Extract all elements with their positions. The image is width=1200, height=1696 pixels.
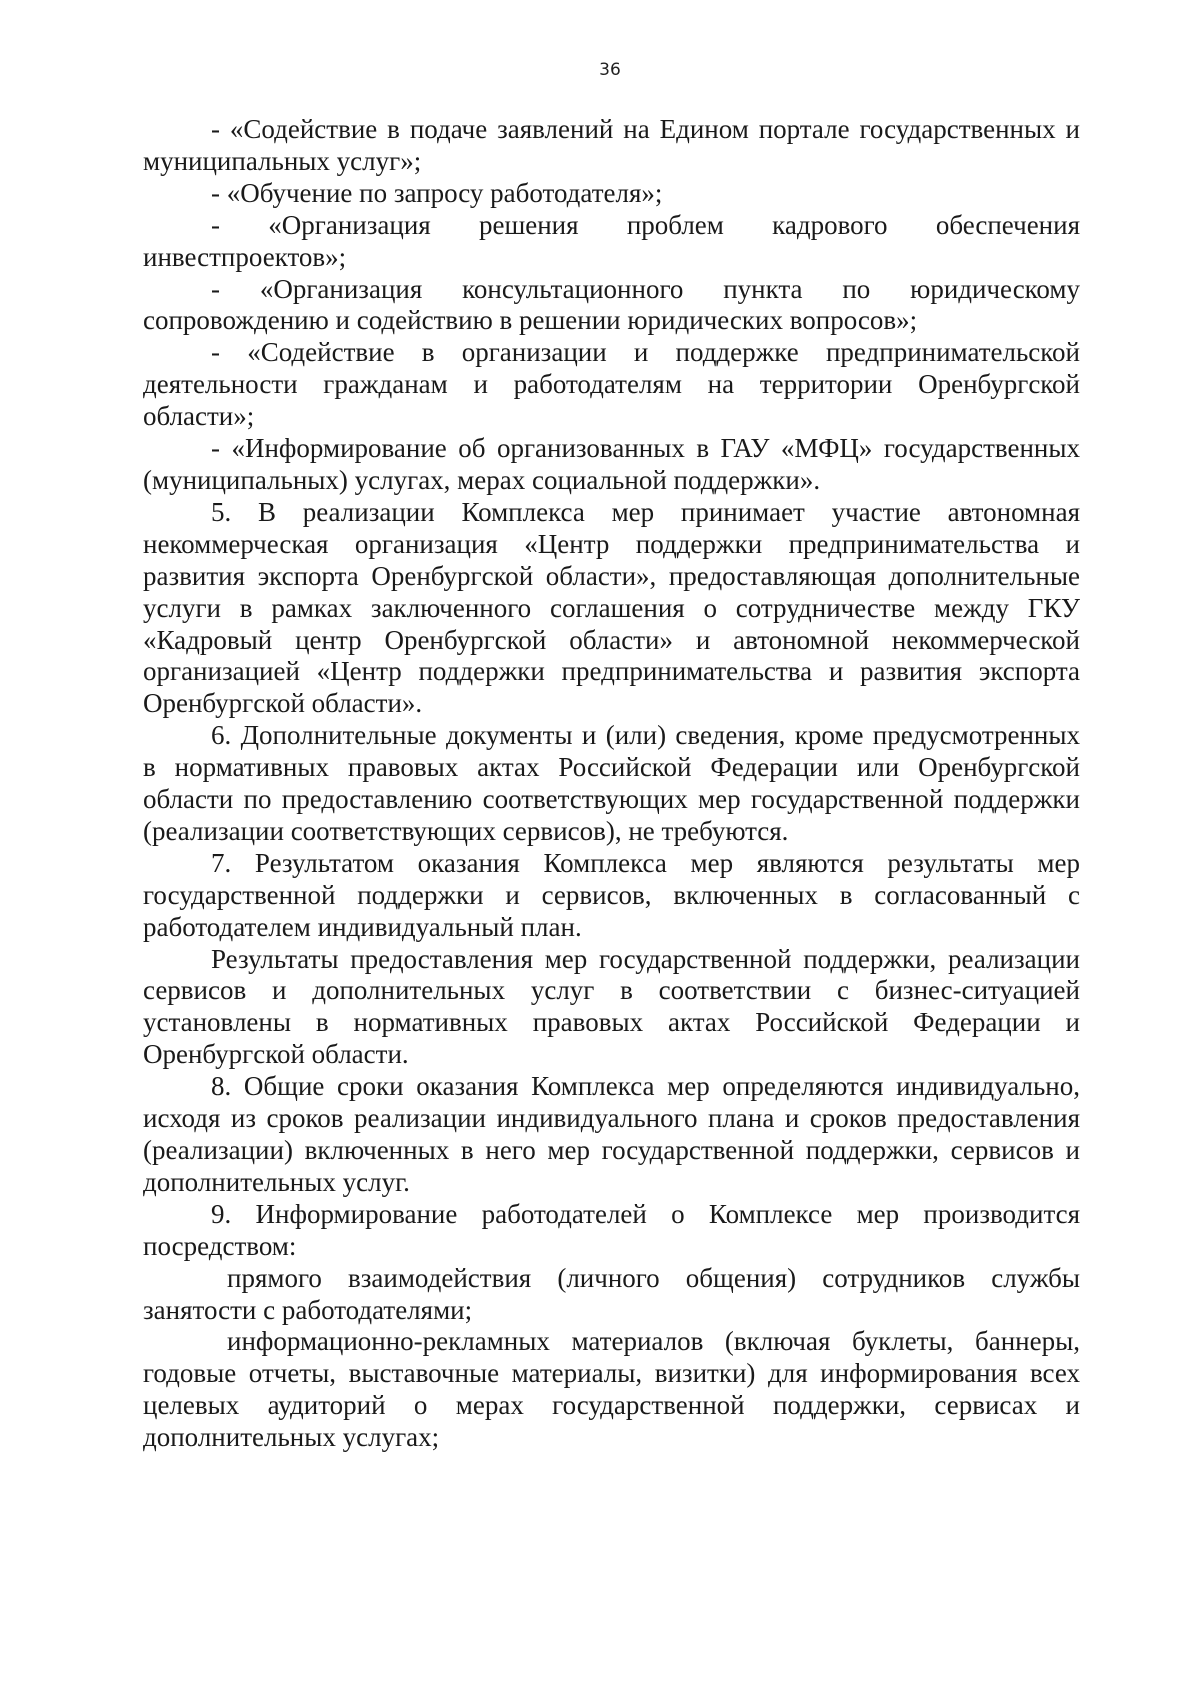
numbered-paragraph: 6. Дополнительные документы и (или) сведения, кроме предусмотренных в нормативных правовых актах Российской Федерации или Оренбургской области по предоставлению соответствующих мер государственной поддержки (реализации соответствующих сервисов), не требуются. [143,720,1080,846]
list-item-paragraph: - «Организация консультационного пункта по юридическому сопровождению и содействию в решении юридических вопросов»; [143,273,1080,336]
list-item-paragraph: - «Содействие в подаче заявлений на Едином портале государственных и муниципальных услуг»; [143,114,1080,176]
list-item-paragraph: информационно-рекламных материалов (включая буклеты, баннеры, годовые отчеты, выставочные материалы, визитки) для информирования всех целевых аудиторий о мерах государственной поддержки, сервисах и дополнительных услугах; [143,1326,1080,1453]
list-item-paragraph: - «Содействие в организации и поддержке предпринимательской деятельности гражданам и работодателям на территории Оренбургской области»; [143,337,1080,432]
page-number: 36 [599,60,621,80]
body-paragraph: Результаты предоставления мер государственной поддержки, реализации сервисов и дополнительных услуг в соответствии с бизнес-ситуацией установлены в нормативных правовых актах Российской Федерации и Оренбургской области. [143,943,1080,1070]
numbered-paragraph: 9. Информирование работодателей о Комплексе мер производится посредством: [143,1198,1080,1261]
document-body [143,114,1080,1454]
list-item-paragraph: - «Информирование об организованных в ГАУ «МФЦ» государственных (муниципальных) услугах, мерах социальной поддержки». [143,433,1080,495]
list-item-paragraph: - «Обучение по запросу работодателя»; [211,177,663,208]
numbered-paragraph: 5. В реализации Комплекса мер принимает участие автономная некоммерческая организация «Центр поддержки предпринимательства и развития экспорта Оренбургской области», предоставляющая дополнительные услуги в рамках заключенного соглашения о сотрудничестве между ГКУ «Кадровый центр Оренбургской области» и автономной некоммерческой организацией «Центр поддержки предпринимательства и развития экспорта Оренбургской области». [143,496,1080,719]
numbered-paragraph: 7. Результатом оказания Комплекса мер являются результаты мер государственной поддержки и сервисов, включенных в согласованный с работодателем индивидуальный план. [143,847,1080,942]
numbered-paragraph: 8. Общие сроки оказания Комплекса мер определяются индивидуально, исходя из сроков реализации индивидуального плана и сроков предоставления (реализации) включенных в него мер государственной поддержки, сервисов и дополнительных услуг. [143,1071,1080,1197]
list-item-paragraph: - «Организация решения проблем кадрового обеспечения инвестпроектов»; [143,209,1080,272]
list-item-paragraph: прямого взаимодействия (личного общения) сотрудников службы занятости с работодателями; [143,1262,1080,1325]
